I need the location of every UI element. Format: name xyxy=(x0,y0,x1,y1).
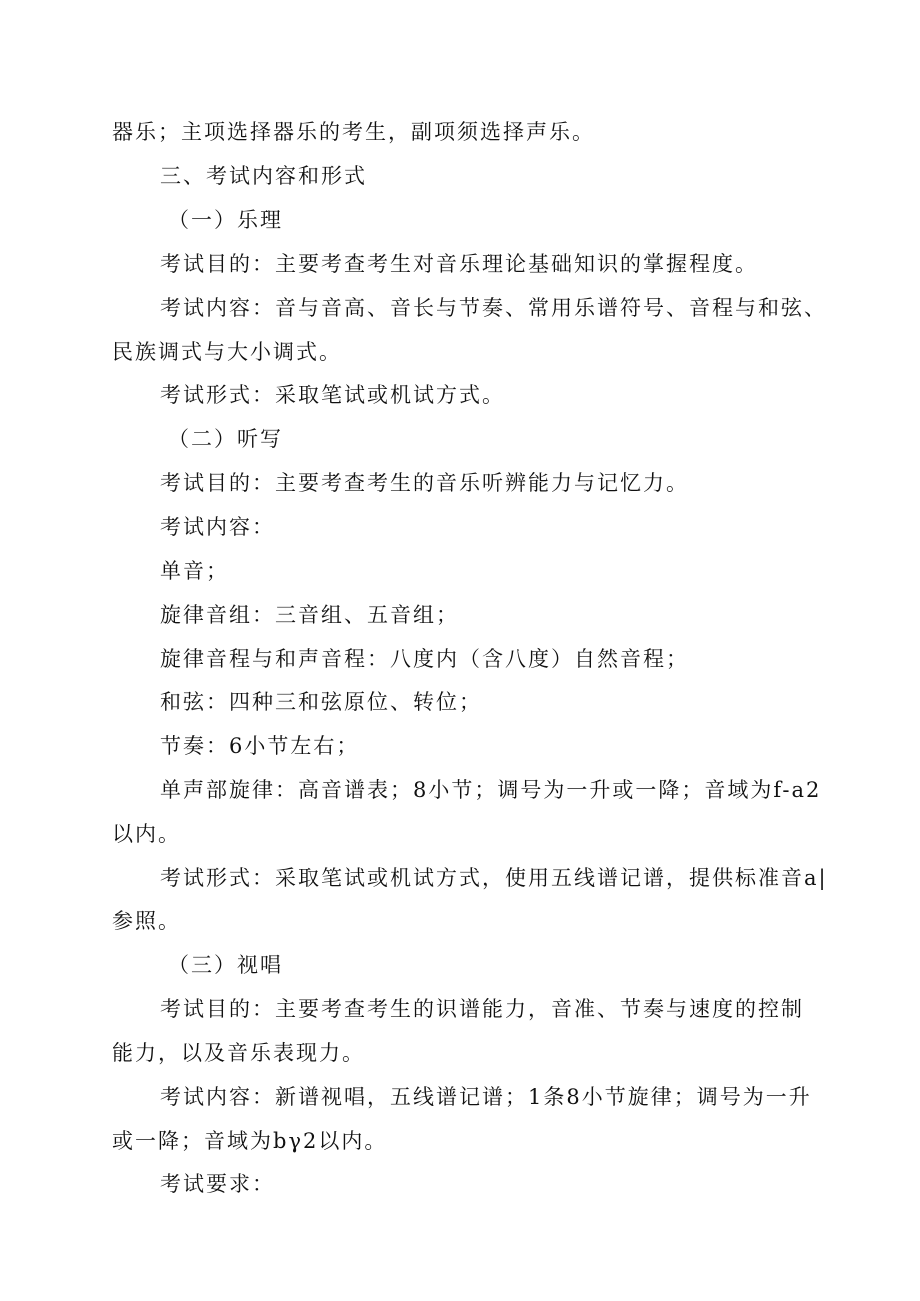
text-line: 考试要求： xyxy=(160,1172,275,1196)
text-line: 能力，以及音乐表现力。 xyxy=(112,1041,365,1065)
text-line: 参照。 xyxy=(112,909,181,933)
text-line: 考试形式：采取笔试或机试方式，使用五线谱记谱，提供标准音a| xyxy=(160,866,828,890)
text-line: 旋律音程与和声音程：八度内（含八度）自然音程； xyxy=(160,647,689,671)
text-line: 旋律音组：三音组、五音组； xyxy=(160,603,459,627)
text-line: 考试目的：主要考查考生对音乐理论基础知识的掌握程度。 xyxy=(160,252,758,276)
subsection-heading: （三）视唱 xyxy=(168,953,283,977)
text-line: 单音； xyxy=(160,559,229,583)
text-line: 和弦：四种三和弦原位、转位； xyxy=(160,690,482,714)
subsection-heading: （一）乐理 xyxy=(168,208,283,232)
text-line: 考试目的：主要考查考生的识谱能力，音准、节奏与速度的控制 xyxy=(160,997,804,1021)
text-line: 考试内容：新谱视唱，五线谱记谱；1条8小节旋律；调号为一升 xyxy=(160,1085,812,1109)
text-line: 节奏：6小节左右； xyxy=(160,734,360,758)
text-line: 考试形式：采取笔试或机试方式。 xyxy=(160,383,505,407)
text-line: 考试内容：音与音高、音长与节奏、常用乐谱符号、音程与和弦、 xyxy=(160,296,827,320)
text-line: 或一降；音域为bγ2以内。 xyxy=(112,1129,388,1153)
section-heading: 三、考试内容和形式 xyxy=(160,164,367,188)
text-line: 考试目的：主要考查考生的音乐听辨能力与记忆力。 xyxy=(160,471,689,495)
text-line: 器乐；主项选择器乐的考生，副项须选择声乐。 xyxy=(112,120,595,144)
text-line: 单声部旋律：高音谱表；8小节；调号为一升或一降；音域为f-a2 xyxy=(160,778,822,802)
subsection-heading: （二）听写 xyxy=(168,427,283,451)
text-line: 考试内容： xyxy=(160,515,275,539)
text-line: 以内。 xyxy=(112,822,181,846)
text-line: 民族调式与大小调式。 xyxy=(112,340,342,364)
